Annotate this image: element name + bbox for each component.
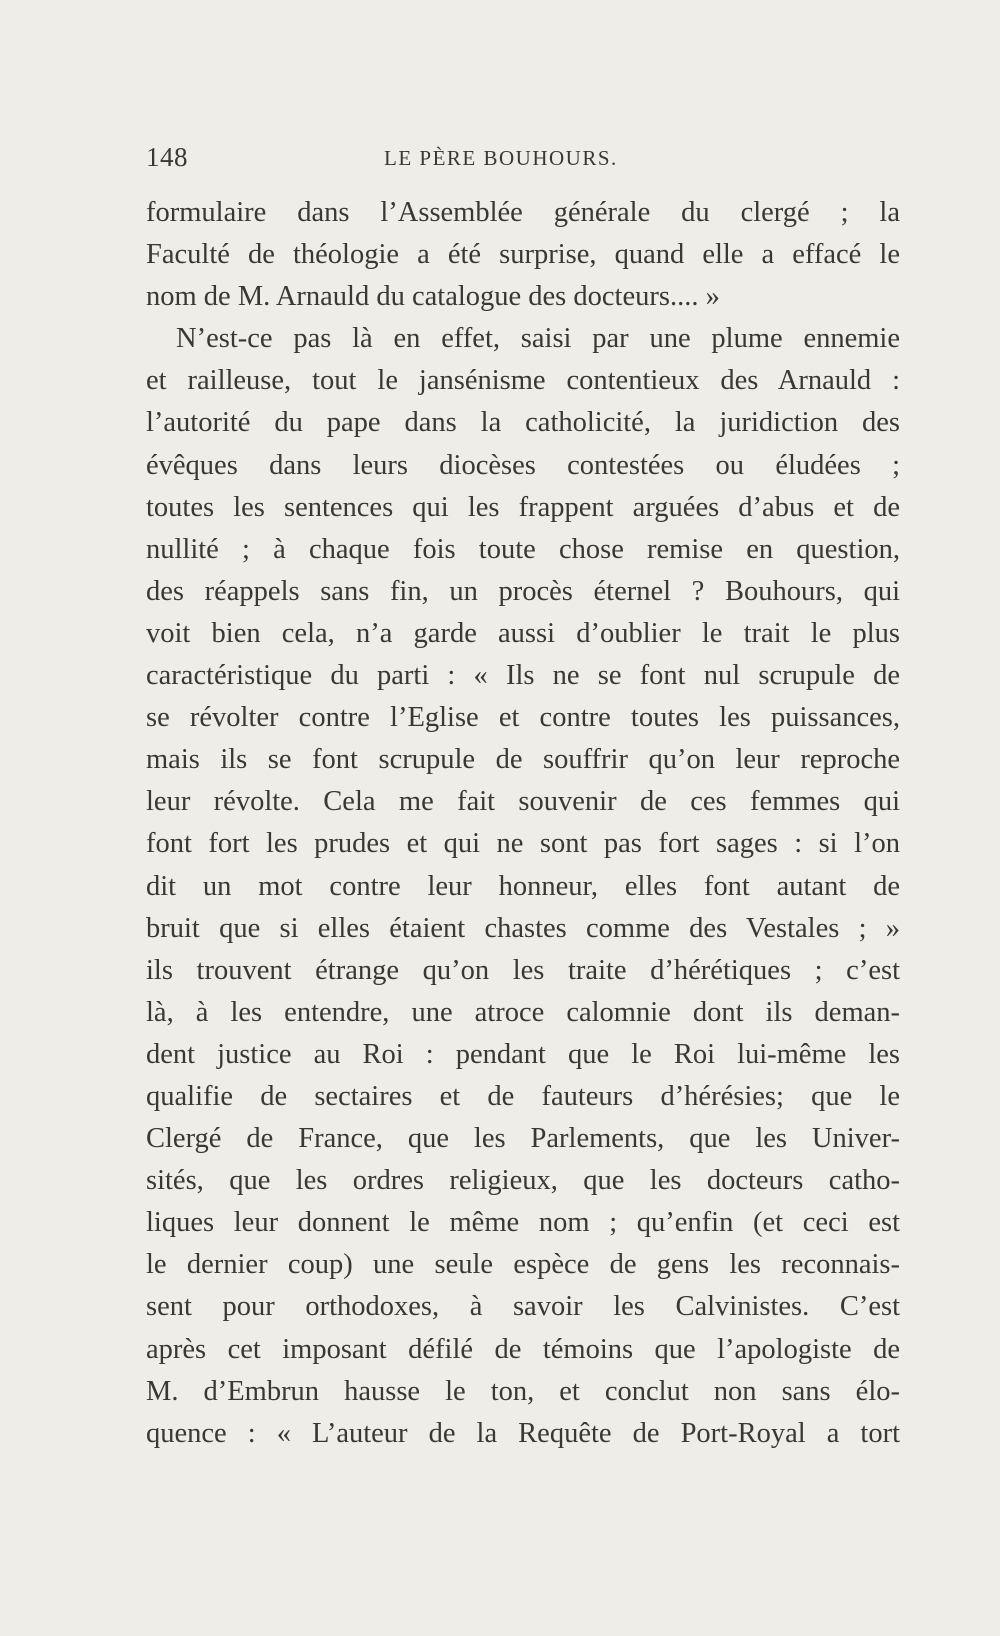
text-line: évêques dans leurs diocèses contestées ou éludées ; xyxy=(146,449,900,481)
text-line: et railleuse, tout le jansénisme contentieux des Arnauld : xyxy=(146,365,900,397)
text-line: toutes les sentences qui les frappent arguées d’abus et de xyxy=(146,491,900,523)
text-line: leur révolte. Cela me fait souvenir de ces femmes qui xyxy=(146,786,900,818)
text-line: le dernier coup) une seule espèce de gens les reconnais- xyxy=(146,1249,900,1281)
text-line: là, à les entendre, une atroce calomnie dont ils deman- xyxy=(146,996,900,1028)
text-line: nom de M. Arnauld du catalogue des docteurs.... » xyxy=(146,281,720,313)
text-line: liques leur donnent le même nom ; qu’enfin (et ceci est xyxy=(146,1207,900,1239)
running-title: LE PÈRE BOUHOURS. xyxy=(384,146,618,170)
text-line: M. d’Embrun hausse le ton, et conclut non sans élo- xyxy=(146,1375,900,1407)
running-head xyxy=(146,142,900,176)
text-line: nullité ; à chaque fois toute chose remise en question, xyxy=(146,533,900,565)
text-line: voit bien cela, n’a garde aussi d’oublier le trait le plus xyxy=(146,617,900,649)
text-line: Faculté de théologie a été surprise, quand elle a effacé le xyxy=(146,239,900,271)
text-line: dent justice au Roi : pendant que le Roi lui-même les xyxy=(146,1038,900,1070)
text-line: formulaire dans l’Assemblée générale du clergé ; la xyxy=(146,197,900,228)
text-line: sent pour orthodoxes, à savoir les Calvinistes. C’est xyxy=(146,1291,900,1323)
text-line: N’est-ce pas là en effet, saisi par une plume ennemie xyxy=(176,323,900,355)
text-line: des réappels sans fin, un procès éternel ? Bouhours, qui xyxy=(146,575,900,607)
text-line: l’autorité du pape dans la catholicité, la juridiction des xyxy=(146,407,900,439)
page-number: 148 xyxy=(146,142,188,172)
text-line: Clergé de France, que les Parlements, que les Univer- xyxy=(146,1123,900,1155)
text-line: qualifie de sectaires et de fauteurs d’hérésies; que le xyxy=(146,1080,900,1112)
text-line: mais ils se font scrupule de souffrir qu’on leur reproche xyxy=(146,744,900,776)
text-line: après cet imposant défilé de témoins que l’apologiste de xyxy=(146,1333,900,1365)
text-line: caractéristique du parti : « Ils ne se font nul scrupule de xyxy=(146,660,900,692)
body-text xyxy=(146,192,900,1455)
text-line: ils trouvent étrange qu’on les traite d’hérétiques ; c’est xyxy=(146,954,900,986)
text-line: sités, que les ordres religieux, que les docteurs catho- xyxy=(146,1165,900,1197)
text-line: bruit que si elles étaient chastes comme des Vestales ; » xyxy=(146,912,900,944)
text-line: dit un mot contre leur honneur, elles font autant de xyxy=(146,870,900,902)
text-line: quence : « L’auteur de la Requête de Port-Royal a tort xyxy=(146,1417,900,1449)
text-line: se révolter contre l’Eglise et contre toutes les puissances, xyxy=(146,702,900,734)
text-line: font fort les prudes et qui ne sont pas fort sages : si l’on xyxy=(146,828,900,860)
